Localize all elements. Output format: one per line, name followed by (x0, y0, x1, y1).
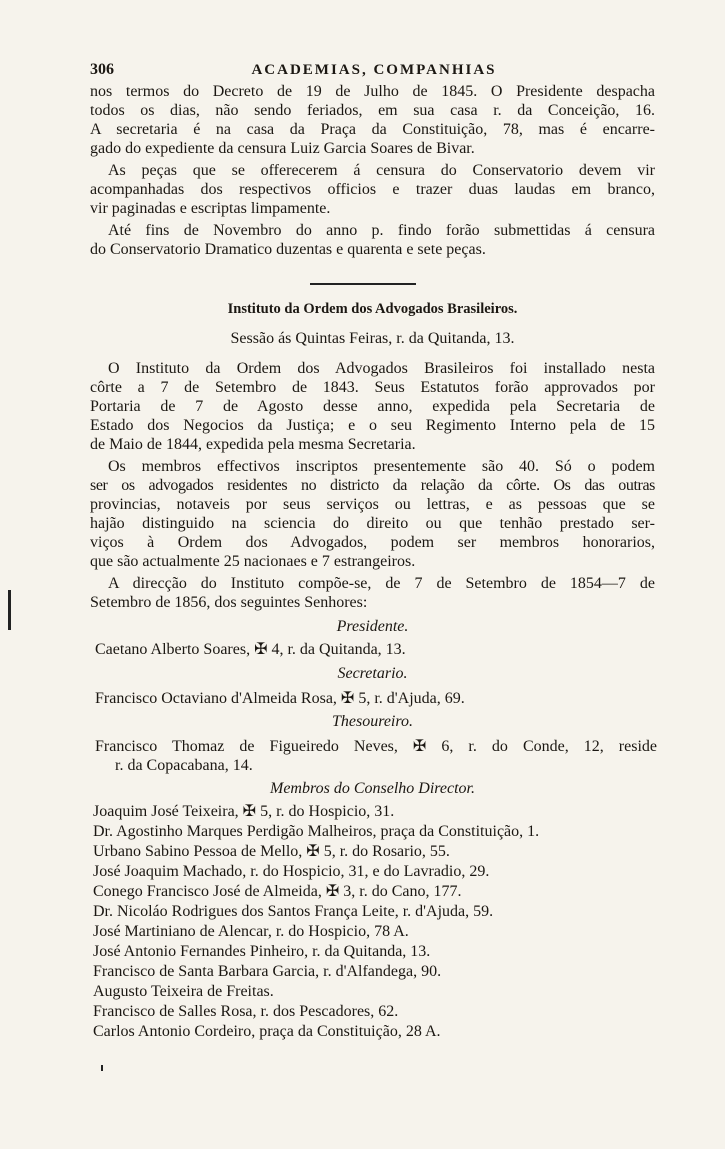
conselho-member: Dr. Nicoláo Rodrigues dos Santos França Leite, r. d'Ajuda, 59. (93, 903, 494, 920)
conselho-member: Carlos Antonio Cordeiro, praça da Constituição, 28 A. (93, 1023, 441, 1040)
conselho-member: José Martiniano de Alencar, r. do Hospicio, 78 A. (93, 923, 409, 940)
role-label-secretario: Secretario. (337, 665, 408, 682)
paragraph-line: Os membros effectivos inscriptos presentemente são 40. Só o podem (108, 458, 655, 475)
conservatorio-line: gado do expediente da censura Luiz Garcia Soares de Bivar. (90, 140, 475, 157)
paragraph-line: provincias, notaveis por seus serviços ou lettras, e as pessoas que se (90, 496, 655, 513)
role-label-conselho: Membros do Conselho Director. (269, 780, 476, 797)
running-title: ACADEMIAS, COMPANHIAS (251, 62, 497, 78)
section-divider (310, 283, 416, 285)
conservatorio-line: Até fins de Novembro do anno p. findo forão submettidas á censura (108, 222, 655, 239)
conservatorio-line: As peças que se offerecerem á censura do Conservatorio devem vir (108, 162, 655, 179)
conselho-member: José Antonio Fernandes Pinheiro, r. da Quitanda, 13. (93, 943, 431, 960)
conselho-member: Joaquim José Teixeira, ✠ 5, r. do Hospicio, 31. (93, 803, 395, 820)
paragraph-line: côrte a 7 de Setembro de 1843. Seus Estatutos forão approvados por (90, 379, 655, 396)
conservatorio-line: nos termos do Decreto de 19 de Julho de 1845. O Presidente despacha (90, 83, 655, 100)
paragraph-line: Setembro de 1856, dos seguintes Senhores: (90, 594, 368, 611)
paragraph-line: viços à Ordem dos Advogados, podem ser membros honorarios, (90, 534, 655, 551)
paragraph-line: Portaria de 7 de Agosto desse anno, expedida pela Secretaria de (90, 398, 655, 415)
paragraph-line: O Instituto da Ordem dos Advogados Brasileiros foi installado nesta (108, 360, 655, 377)
paragraph-line: Estado dos Negocios da Justiça; e o seu Regimento Interno pela de 15 (90, 417, 655, 434)
scan-artifact (101, 1065, 103, 1071)
conservatorio-line: vir paginadas e escriptas limpamente. (90, 200, 331, 217)
conselho-member: Francisco de Santa Barbara Garcia, r. d'Alfandega, 90. (93, 963, 442, 980)
tesoureiro-entry: Francisco Thomaz de Figueiredo Neves, ✠ 6, r. do Conde, 12, reside (95, 738, 657, 755)
role-label-presidente: Presidente. (336, 618, 409, 635)
secretario-entry: Francisco Octaviano d'Almeida Rosa, ✠ 5, r. d'Ajuda, 69. (95, 690, 465, 707)
section-title: Instituto da Ordem dos Advogados Brasileiros. (227, 301, 518, 317)
paragraph-line: ser os advogados residentes no districto da relação da côrte. Os das outras (90, 477, 655, 494)
paragraph-line: que são actualmente 25 nacionaes e 7 estrangeiros. (90, 553, 416, 570)
conselho-member: Conego Francisco José de Almeida, ✠ 3, r. do Cano, 177. (93, 883, 462, 900)
page-number: 306 (90, 61, 114, 78)
paragraph-line: A direcção do Instituto compõe-se, de 7 de Setembro de 1854—7 de (108, 575, 655, 592)
conselho-member: Francisco de Salles Rosa, r. dos Pescadores, 62. (93, 1003, 399, 1020)
conselho-member: Urbano Sabino Pessoa de Mello, ✠ 5, r. do Rosario, 55. (93, 843, 450, 860)
conselho-member: Augusto Teixeira de Freitas. (93, 983, 274, 1000)
tesoureiro-entry-continued: r. da Copacabana, 14. (115, 757, 253, 774)
paragraph-line: de Maio de 1844, expedida pela mesma Secretaria. (90, 436, 416, 453)
conselho-member: Dr. Agostinho Marques Perdigão Malheiros, praça da Constituição, 1. (93, 823, 540, 840)
presidente-entry: Caetano Alberto Soares, ✠ 4, r. da Quitanda, 13. (95, 641, 406, 658)
conservatorio-line: A secretaria é na casa da Praça da Constituição, 78, mas é encarre- (90, 121, 655, 138)
paragraph-line: hajão distinguido na sciencia do direito ou que tenhão prestado ser- (90, 515, 655, 532)
scan-artifact (8, 590, 11, 630)
conservatorio-line: todos os dias, não sendo feriados, em sua casa r. da Conceição, 16. (90, 102, 655, 119)
conservatorio-line: do Conservatorio Dramatico duzentas e quarenta e sete peças. (90, 241, 486, 258)
conservatorio-line: acompanhadas dos respectivos officios e trazer duas laudas em branco, (90, 181, 655, 198)
session-info: Sessão ás Quintas Feiras, r. da Quitanda, 13. (230, 330, 515, 347)
role-label-tesoureiro: Thesoureiro. (331, 713, 414, 730)
conselho-member: José Joaquim Machado, r. do Hospicio, 31, e do Lavradio, 29. (93, 863, 490, 880)
